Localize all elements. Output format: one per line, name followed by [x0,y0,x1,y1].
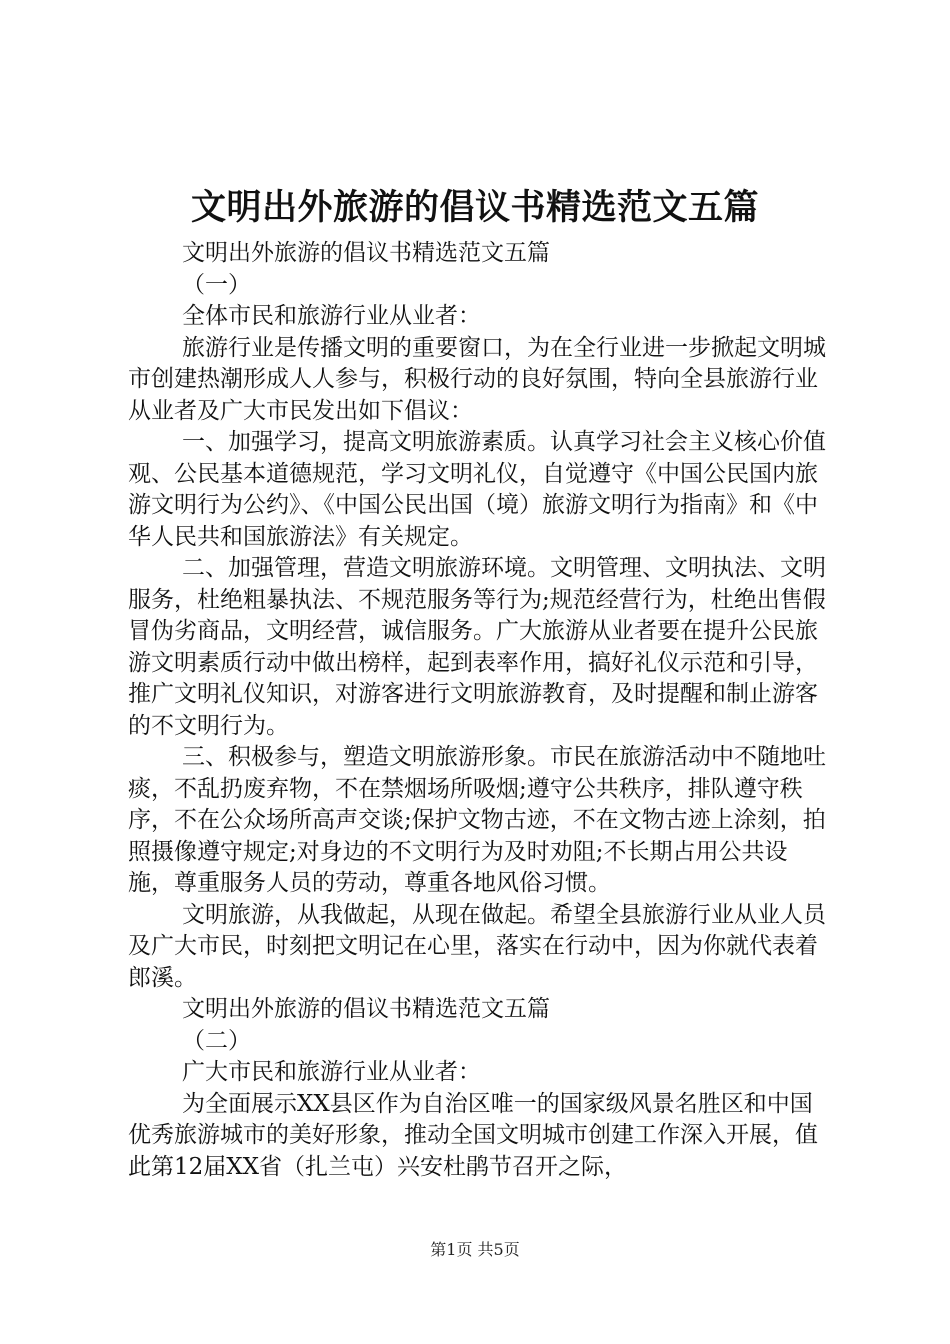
paragraph-intro: 旅游行业是传播文明的重要窗口，为在全行业进一步掀起文明城市创建热潮形成人人参与，积极行动的良好氛围，特向全县旅游行业从业者及广大市民发出如下倡议： [128,334,826,424]
paragraph-item-1: 一、加强学习，提高文明旅游素质。认真学习社会主义核心价值观、公民基本道德规范，学习文明礼仪，自觉遵守《中国公民国内旅游文明行为公约》、《中国公民出国（境）旅游文明行为指南》和《中华人民共和国旅游法》有关规定。 [128,429,826,550]
paragraph-section-1: （一） [182,271,251,298]
paragraph-intro-2: 为全面展示XX县区作为自治区唯一的国家级风景名胜区和中国优秀旅游城市的美好形象，推动全国文明城市创建工作深入开展，值此第12届XX省（扎兰屯）兴安杜鹃节召开之际， [128,1090,818,1180]
paragraph-salutation-1: 全体市民和旅游行业从业者： [182,303,481,329]
document-body [128,238,828,1183]
paragraph-subtitle-1: 文明出外旅游的倡议书精选范文五篇 [182,240,550,266]
paragraph-section-2: （二） [182,1027,251,1054]
document-title: 文明出外旅游的倡议书精选范文五篇 [190,187,759,228]
paragraph-closing: 文明旅游，从我做起，从现在做起。希望全县旅游行业从业人员及广大市民，时刻把文明记在心里，落实在行动中，因为你就代表着郎溪。 [128,901,826,991]
paragraph-salutation-2: 广大市民和旅游行业从业者： [182,1059,481,1085]
paragraph-item-3: 三、积极参与，塑造文明旅游形象。市民在旅游活动中不随地吐痰，不乱扔废弃物，不在禁烟场所吸烟;遵守公共秩序，排队遵守秩序，不在公众场所高声交谈;保护文物古迹，不在文物古迹上涂刻，拍照摄像遵守规定;对身边的不文明行为及时劝阻;不长期占用公共设施，尊重服务人员的劳动，尊重各地风俗习惯。 [128,744,826,896]
paragraph-subtitle-2: 文明出外旅游的倡议书精选范文五篇 [182,996,550,1022]
page-number: 第1页 共5页 [430,1240,520,1259]
paragraph-item-2: 二、加强管理，营造文明旅游环境。文明管理、文明执法、文明服务，杜绝粗暴执法、不规范服务等行为;规范经营行为，杜绝出售假冒伪劣商品，文明经营，诚信服务。广大旅游从业者要在提升公民旅游文明素质行动中做出榜样，起到表率作用，搞好礼仪示范和引导，推广文明礼仪知识，对游客进行文明旅游教育，及时提醒和制止游客的不文明行为。 [128,555,826,739]
